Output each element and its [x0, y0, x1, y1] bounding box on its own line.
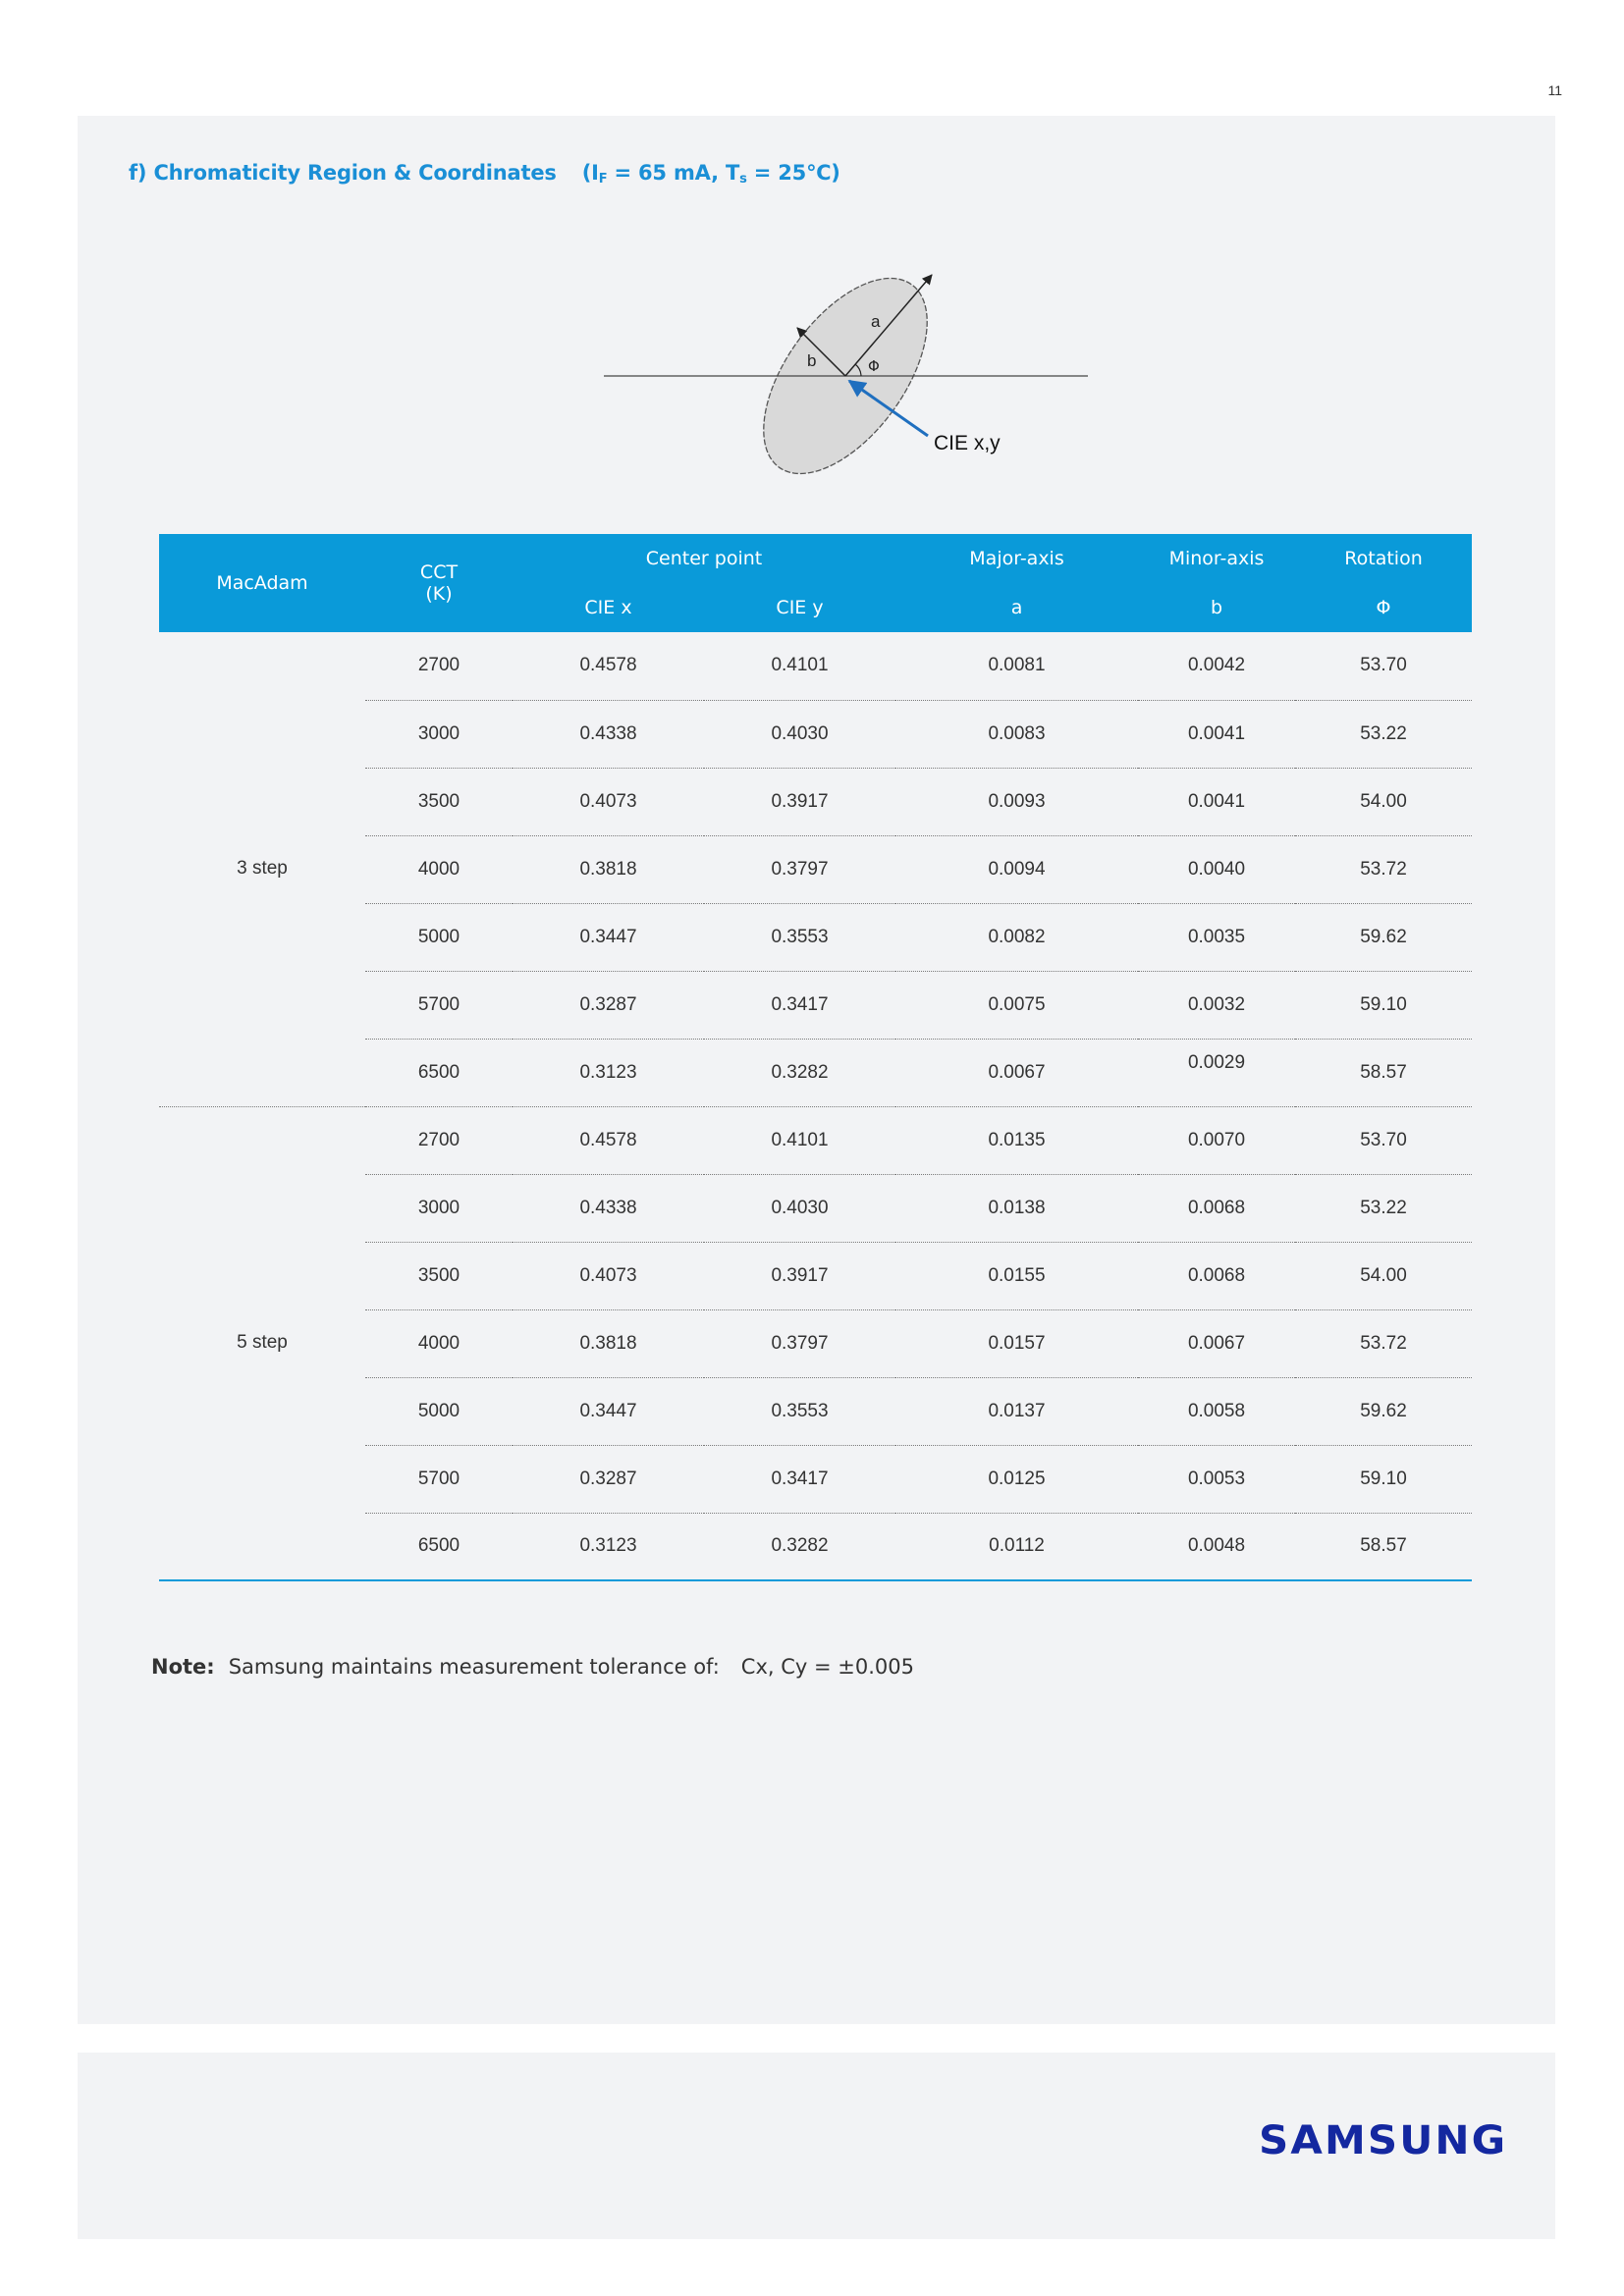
- note-tolerance-value: Cx, Cy = ±0.005: [740, 1655, 914, 1679]
- cell-major-a: 0.0082: [895, 903, 1138, 971]
- cell-cie-y: 0.3917: [704, 768, 895, 835]
- cell-cie-x: 0.3287: [513, 1445, 704, 1513]
- cell-cie-x: 0.3818: [513, 1309, 704, 1377]
- cell-rotation: 59.10: [1295, 971, 1472, 1039]
- cell-major-a: 0.0093: [895, 768, 1138, 835]
- cell-cie-x: 0.4338: [513, 1174, 704, 1242]
- cell-cie-x: 0.4338: [513, 700, 704, 768]
- cell-cie-y: 0.4030: [704, 700, 895, 768]
- header-a: a: [895, 583, 1138, 632]
- group-label-5-step: 5 step: [159, 1106, 365, 1580]
- cell-cie-x: 0.4578: [513, 1106, 704, 1174]
- cell-cie-y: 0.3797: [704, 835, 895, 903]
- cell-minor-b: 0.0048: [1138, 1513, 1295, 1580]
- cell-cie-y: 0.3282: [704, 1513, 895, 1580]
- cell-minor-b: 0.0035: [1138, 903, 1295, 971]
- cell-rotation: 53.72: [1295, 835, 1472, 903]
- chromaticity-table: [159, 534, 1472, 1581]
- label-phi: Φ: [868, 357, 880, 375]
- note-text: Samsung maintains measurement tolerance of:: [228, 1655, 720, 1679]
- header-phi: Φ: [1295, 583, 1472, 632]
- cell-cct: 2700: [365, 1106, 513, 1174]
- cell-cct: 5700: [365, 971, 513, 1039]
- cell-cie-y: 0.4101: [704, 632, 895, 700]
- cell-cie-x: 0.3447: [513, 903, 704, 971]
- cell-cct: 5000: [365, 1377, 513, 1445]
- cell-major-a: 0.0094: [895, 835, 1138, 903]
- cell-cct: 6500: [365, 1039, 513, 1106]
- cell-rotation: 54.00: [1295, 768, 1472, 835]
- note-label: Note:: [151, 1655, 215, 1679]
- cell-minor-b: 0.0032: [1138, 971, 1295, 1039]
- cell-rotation: 53.22: [1295, 1174, 1472, 1242]
- cell-cct: 3500: [365, 1242, 513, 1309]
- section-title-text: f) Chromaticity Region & Coordinates: [129, 161, 557, 185]
- ellipse-diagram: [604, 263, 1095, 489]
- cell-minor-b: 0.0068: [1138, 1174, 1295, 1242]
- header-cie-y: CIE y: [704, 583, 895, 632]
- cell-cie-x: 0.4578: [513, 632, 704, 700]
- cell-minor-b: 0.0058: [1138, 1377, 1295, 1445]
- cell-minor-b: 0.0041: [1138, 768, 1295, 835]
- cell-cct: 5000: [365, 903, 513, 971]
- cell-minor-b: 0.0029: [1138, 1039, 1295, 1106]
- table-row: [159, 632, 1472, 700]
- header-macadam: MacAdam: [159, 534, 365, 632]
- cell-minor-b: 0.0053: [1138, 1445, 1295, 1513]
- label-b: b: [807, 351, 817, 370]
- cell-rotation: 58.57: [1295, 1513, 1472, 1580]
- cell-cie-x: 0.3123: [513, 1513, 704, 1580]
- cell-rotation: 58.57: [1295, 1039, 1472, 1106]
- header-cie-x: CIE x: [513, 583, 704, 632]
- cell-cie-y: 0.3797: [704, 1309, 895, 1377]
- cell-cct: 4000: [365, 835, 513, 903]
- cell-major-a: 0.0137: [895, 1377, 1138, 1445]
- cell-cie-y: 0.3553: [704, 1377, 895, 1445]
- cell-cie-x: 0.4073: [513, 1242, 704, 1309]
- header-rotation: Rotation: [1295, 534, 1472, 583]
- cell-major-a: 0.0081: [895, 632, 1138, 700]
- cell-major-a: 0.0138: [895, 1174, 1138, 1242]
- cell-cie-x: 0.3818: [513, 835, 704, 903]
- header-center-point: Center point: [513, 534, 895, 583]
- cell-cie-y: 0.3417: [704, 971, 895, 1039]
- cell-major-a: 0.0067: [895, 1039, 1138, 1106]
- cell-cct: 3500: [365, 768, 513, 835]
- cell-rotation: 59.62: [1295, 1377, 1472, 1445]
- cell-major-a: 0.0083: [895, 700, 1138, 768]
- header-cct: CCT (K): [365, 534, 513, 632]
- cell-cct: 6500: [365, 1513, 513, 1580]
- cell-major-a: 0.0135: [895, 1106, 1138, 1174]
- cell-cie-y: 0.4101: [704, 1106, 895, 1174]
- cell-cie-x: 0.3123: [513, 1039, 704, 1106]
- cell-minor-b: 0.0042: [1138, 632, 1295, 700]
- cell-cct: 5700: [365, 1445, 513, 1513]
- cell-cct: 3000: [365, 1174, 513, 1242]
- cell-major-a: 0.0112: [895, 1513, 1138, 1580]
- cell-cie-x: 0.4073: [513, 768, 704, 835]
- cell-cie-y: 0.3417: [704, 1445, 895, 1513]
- cell-minor-b: 0.0067: [1138, 1309, 1295, 1377]
- cell-rotation: 53.72: [1295, 1309, 1472, 1377]
- cell-cie-y: 0.4030: [704, 1174, 895, 1242]
- table-row: [159, 1106, 1472, 1174]
- cell-rotation: 53.70: [1295, 1106, 1472, 1174]
- cell-rotation: 53.70: [1295, 632, 1472, 700]
- cell-major-a: 0.0157: [895, 1309, 1138, 1377]
- cell-minor-b: 0.0068: [1138, 1242, 1295, 1309]
- cell-rotation: 54.00: [1295, 1242, 1472, 1309]
- cell-major-a: 0.0125: [895, 1445, 1138, 1513]
- cell-cct: 4000: [365, 1309, 513, 1377]
- cell-cie-x: 0.3447: [513, 1377, 704, 1445]
- cell-major-a: 0.0075: [895, 971, 1138, 1039]
- cell-rotation: 59.62: [1295, 903, 1472, 971]
- header-minor-axis: Minor-axis: [1138, 534, 1295, 583]
- cell-minor-b: 0.0041: [1138, 700, 1295, 768]
- cell-cie-x: 0.3287: [513, 971, 704, 1039]
- measurement-condition: ($I_F = 65$ mA, $T_s$ = 25℃): [581, 161, 840, 187]
- header-b: b: [1138, 583, 1295, 632]
- cell-rotation: 59.10: [1295, 1445, 1472, 1513]
- cell-cct: 3000: [365, 700, 513, 768]
- cell-cie-y: 0.3553: [704, 903, 895, 971]
- header-row-1: [159, 534, 1472, 583]
- cell-cie-y: 0.3282: [704, 1039, 895, 1106]
- cell-cie-y: 0.3917: [704, 1242, 895, 1309]
- page-number: 11: [1547, 82, 1562, 98]
- cell-cct: 2700: [365, 632, 513, 700]
- section-title: [129, 161, 840, 187]
- measurement-note: [151, 1655, 914, 1679]
- cell-major-a: 0.0155: [895, 1242, 1138, 1309]
- samsung-logo: SAMSUNG: [1259, 2118, 1508, 2163]
- cell-minor-b: 0.0040: [1138, 835, 1295, 903]
- cell-minor-b: 0.0070: [1138, 1106, 1295, 1174]
- label-a: a: [871, 312, 881, 331]
- label-cie-xy: CIE x,y: [934, 432, 1001, 454]
- header-major-axis: Major-axis: [895, 534, 1138, 583]
- cell-rotation: 53.22: [1295, 700, 1472, 768]
- group-label-3-step: 3 step: [159, 632, 365, 1106]
